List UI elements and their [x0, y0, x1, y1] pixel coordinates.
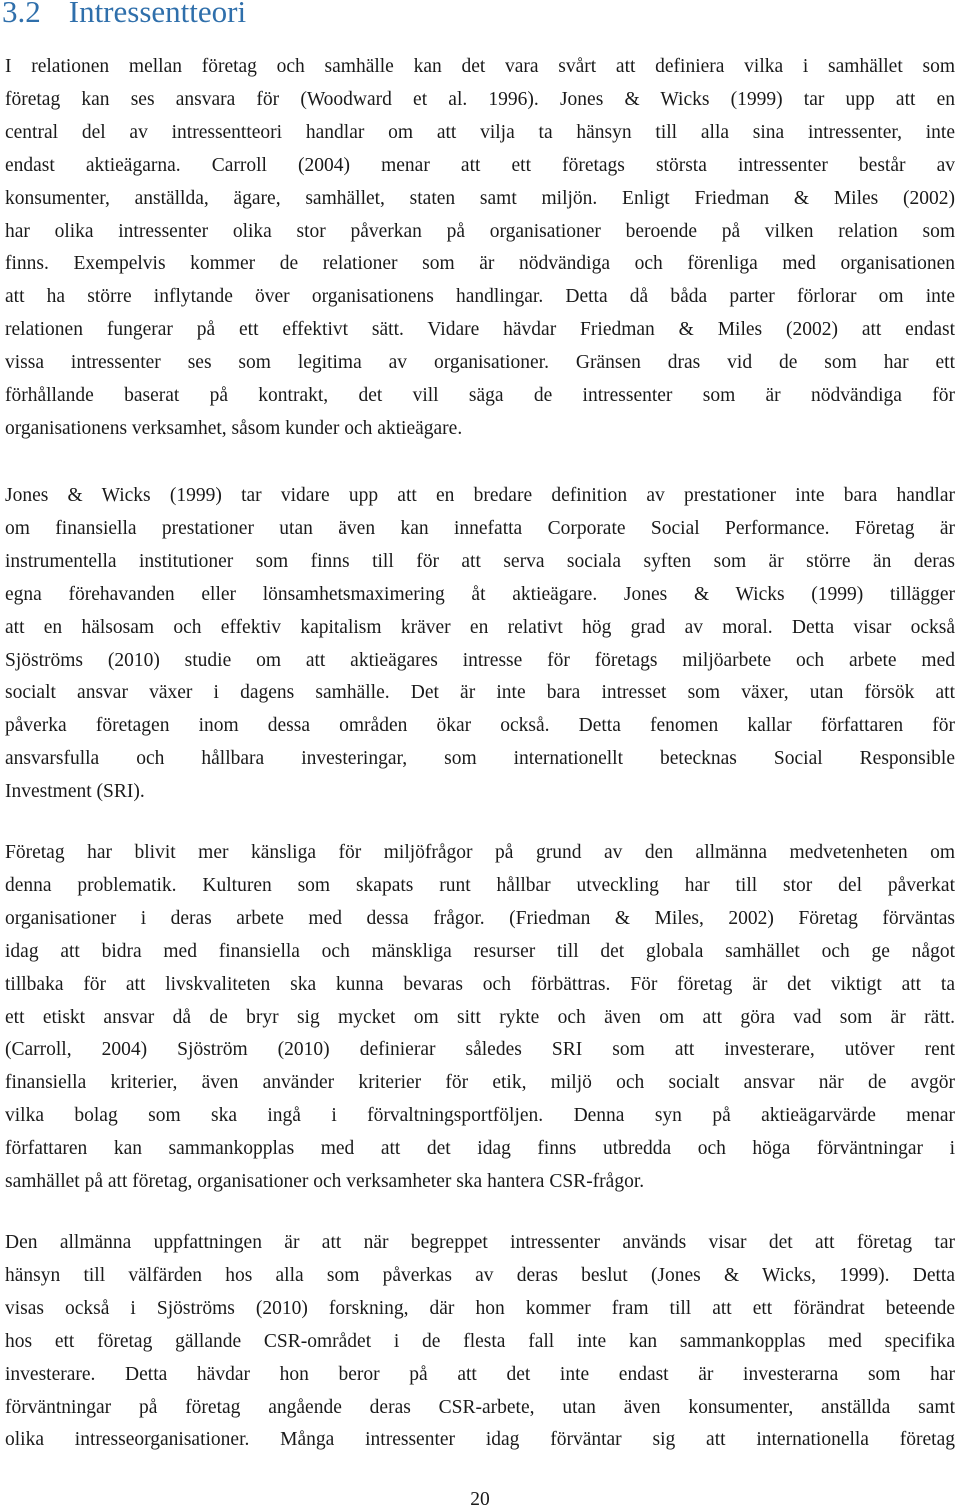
paragraph-line: central del av intressentteori handlar om att vilja ta hänsyn till alla sina intressenter, inte — [5, 121, 955, 143]
paragraph-line: företag kan ses ansvara för (Woodward et al. 1996). Jones & Wicks (1999) tar upp att en — [5, 88, 955, 110]
paragraph-line: vissa intressenter ses som legitima av organisationer. Gränsen dras vid de som har ett — [5, 352, 955, 374]
paragraph-line: om finansiella prestationer utan även kan innefatta Corporate Social Performance. Företag är — [5, 517, 955, 539]
paragraph-line: egna förehavanden eller lönsamhetsmaximering åt aktieägare. Jones & Wicks (1999) tillägger — [5, 583, 955, 605]
paragraph-line: samhället på att företag, organisationer och verksamheter ska hantera CSR-frågor. — [5, 1171, 645, 1192]
paragraph-line: I relationen mellan företag och samhälle kan det vara svårt att definiera vilka i samhället som — [5, 56, 955, 77]
paragraph-line: tillbaka för att livskvaliteten ska kunna bevaras och förbättras. För företag är det viktigt att ta — [5, 973, 955, 995]
paragraph-line: författaren kan sammankopplas med att det idag finns utbredda och höga förväntningar i — [5, 1138, 955, 1160]
paragraph-line: förväntningar på företag angående deras CSR-arbete, utan även konsumenter, anställda samt — [5, 1396, 955, 1418]
paragraph-line: instrumentella institutioner som finns till för att serva sociala syften som är större än deras — [5, 550, 955, 572]
paragraph-line: organisationens verksamhet, såsom kunder och aktieägare. — [5, 417, 463, 439]
paragraph-line: finansiella kriterier, även använder kriterier för etik, miljö och socialt ansvar när de avgör — [5, 1072, 955, 1094]
paragraph-line: Företag har blivit mer känsliga för miljöfrågor på grund av den allmänna medvetenheten om — [5, 842, 955, 863]
paragraph-line: konsumenter, anställda, ägare, samhället, staten samt miljön. Enligt Friedman & Miles (2002) — [5, 187, 955, 209]
paragraph-line: påverka företagen inom dessa områden ökar också. Detta fenomen kallar författaren för — [5, 715, 955, 737]
paragraph-line: hänsyn till välfärden hos alla som påverkas av deras beslut (Jones & Wicks, 1999). Detta — [5, 1264, 955, 1286]
paragraph-line: investerare. Detta hävdar hon beror på att det inte endast är investerarna som har — [5, 1363, 955, 1385]
paragraph-line: denna problematik. Kulturen som skapats runt hållbar utveckling har till stor del påverkat — [5, 874, 955, 896]
paragraph-line: (Carroll, 2004) Sjöström (2010) definierar således SRI som att investerare, utöver rent — [5, 1039, 955, 1061]
paragraph-line: Jones & Wicks (1999) tar vidare upp att en bredare definition av prestationer inte bara handlar — [5, 485, 955, 506]
section-title: Intressentteori — [68, 0, 247, 29]
paragraph-line: förhållande baserat på kontrakt, det vill säga de intressenter som är nödvändiga för — [5, 385, 955, 406]
paragraph-line: visas också i Sjöströms (2010) forskning, där hon kommer fram till att ett förändrat beteende — [5, 1297, 955, 1319]
paragraph-line: att ha större inflytande över organisationens handlingar. Detta då båda parter förlorar om inte — [5, 286, 955, 308]
paragraph-line: hos ett företag gällande CSR-området i de flesta fall inte kan sammankopplas med specifika — [5, 1330, 955, 1352]
paragraph-line: socialt ansvar växer i dagens samhälle. Det är inte bara intresset som växer, utan försök att — [5, 682, 955, 704]
section-number: 3.2 — [2, 0, 41, 29]
paragraph-line: idag att bidra med finansiella och mänskliga resurser till det globala samhället och ge något — [5, 940, 955, 962]
paragraph-line: Den allmänna uppfattningen är att när begreppet intressenter används visar det att företag tar — [5, 1232, 955, 1253]
page-number: 20 — [470, 1489, 490, 1510]
paragraph-line: Sjöströms (2010) studie om att aktieägares intresse för företags miljöarbete och arbete med — [5, 649, 955, 671]
paragraph-line: ansvarsfulla och hållbara investeringar, som internationellt betecknas Social Responsible — [5, 748, 955, 770]
paragraph-line: ett etiskt ansvar då de bryr sig mycket om sitt rykte och även om att göra vad som är rätt. — [5, 1006, 955, 1028]
paragraph-line: endast aktieägarna. Carroll (2004) menar att ett företags största intressenter består av — [5, 154, 955, 176]
paragraph-line: Investment (SRI). — [5, 781, 145, 803]
paragraph-line: finns. Exempelvis kommer de relationer som är nödvändiga och förenliga med organisationen — [5, 253, 955, 275]
paragraph-line: vilka bolag som ska ingå i förvaltningsportföljen. Denna syn på aktieägarvärde menar — [5, 1105, 955, 1127]
paragraph-line: att en hälsosam och effektiv kapitalism kräver en relativt hög grad av moral. Detta visar också — [5, 616, 955, 638]
paragraph-line: organisationer i deras arbete med dessa frågor. (Friedman & Miles, 2002) Företag förväntas — [5, 907, 955, 929]
section-heading — [2, 0, 246, 30]
paragraph-line: har olika intressenter olika stor påverkan på organisationer beroende på vilken relation som — [5, 220, 955, 242]
paragraph-line: relationen fungerar på ett effektivt sätt. Vidare hävdar Friedman & Miles (2002) att endast — [5, 319, 955, 341]
paragraph-line: olika intresseorganisationer. Många intressenter idag förväntar sig att internationella företag — [5, 1429, 955, 1451]
